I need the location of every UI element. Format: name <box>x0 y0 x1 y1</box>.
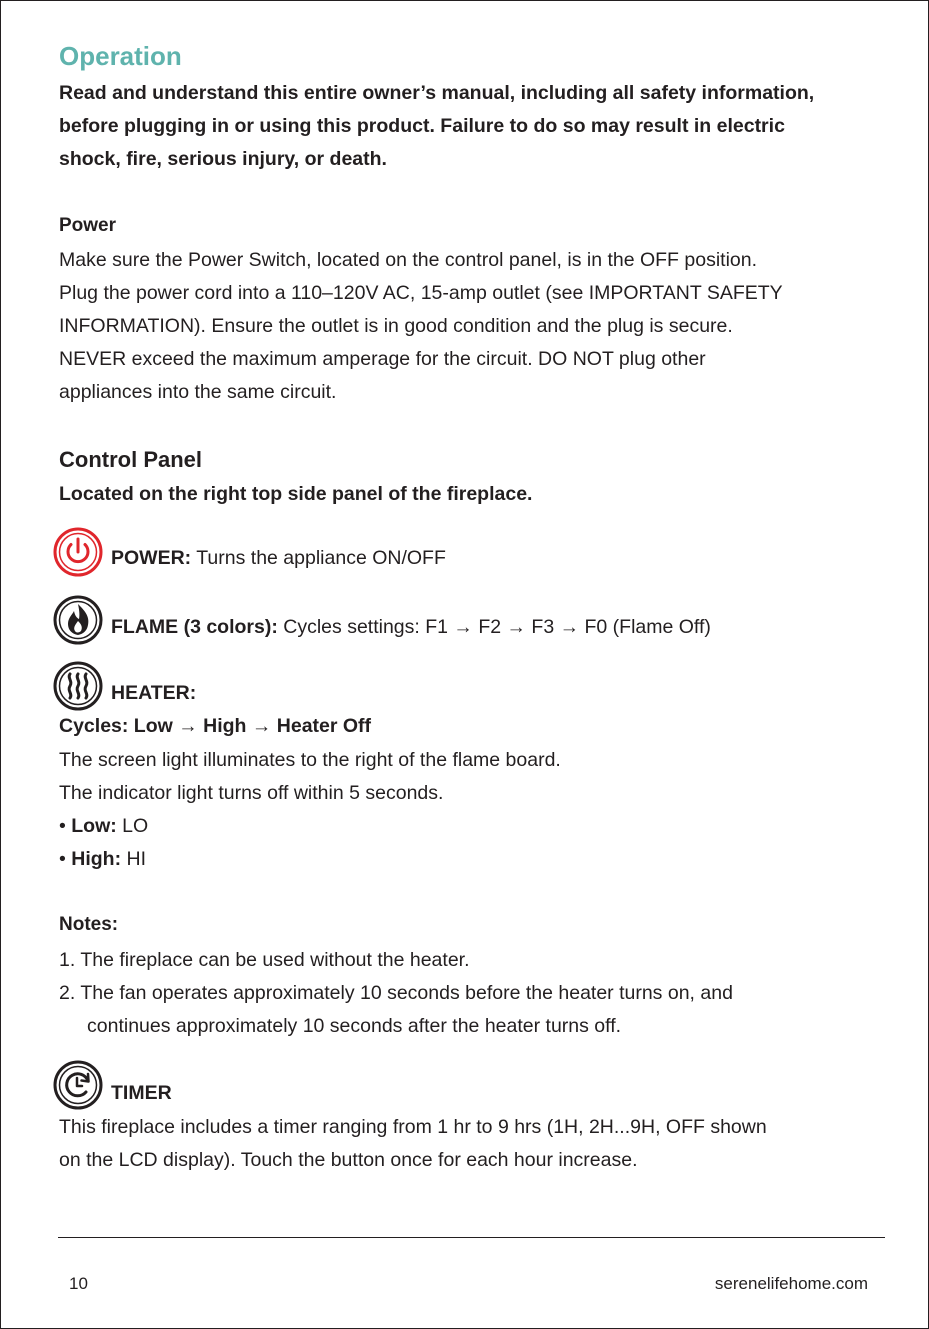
heater-line-1: The screen light illuminates to the right of the flame board. <box>59 749 561 771</box>
timer-line-2: on the LCD display). Touch the button once for each hour increase. <box>59 1149 638 1171</box>
power-label: POWER: <box>111 547 192 569</box>
low-label: Low: <box>71 815 117 837</box>
power-description <box>111 547 446 570</box>
bullet-dot: • <box>59 848 66 870</box>
power-desc: Turns the appliance ON/OFF <box>191 547 446 569</box>
timer-label: TIMER <box>111 1082 172 1104</box>
power-heading: Power <box>59 215 117 236</box>
power-line-5: appliances into the same circuit. <box>59 381 337 403</box>
heater-label: HEATER: <box>111 682 197 704</box>
high-bullet <box>59 848 146 871</box>
flame-description <box>111 616 711 639</box>
flame-icon <box>53 595 103 645</box>
heater-cycles: Cycles: Low → High → Heater Off <box>59 715 372 737</box>
power-icon <box>53 527 103 577</box>
footer-divider <box>58 1237 885 1238</box>
timer-line-1: This fireplace includes a timer ranging from 1 hr to 9 hrs (1H, 2H...9H, OFF shown <box>59 1116 767 1138</box>
note-2-continued: continues approximately 10 seconds after the heater turns off. <box>87 1015 622 1037</box>
page-number: 10 <box>69 1274 88 1293</box>
warning-line-2: before plugging in or using this product. Failure to do so may result in electric <box>59 115 785 137</box>
warning-line-1: Read and understand this entire owner’s manual, including all safety information, <box>59 82 815 104</box>
power-line-2: Plug the power cord into a 110–120V AC, 15-amp outlet (see IMPORTANT SAFETY <box>59 282 783 304</box>
high-label: High: <box>71 848 122 870</box>
heater-line-2: The indicator light turns off within 5 seconds. <box>59 782 444 804</box>
warning-line-3: shock, fire, serious injury, or death. <box>59 148 387 170</box>
heater-description <box>111 682 196 705</box>
control-panel-subheading: Located on the right top side panel of the fireplace. <box>59 483 533 505</box>
page-title: Operation <box>59 41 182 71</box>
timer-icon <box>53 1060 103 1110</box>
flame-label: FLAME (3 colors): <box>111 616 278 638</box>
control-panel-heading: Control Panel <box>59 447 203 472</box>
low-value: LO <box>116 815 149 837</box>
website-link[interactable]: serenelifehome.com <box>714 1274 868 1293</box>
heater-icon <box>53 661 103 711</box>
note-2: 2. The fan operates approximately 10 seconds before the heater turns on, and <box>59 982 733 1004</box>
bullet-dot: • <box>59 815 66 837</box>
power-line-3: INFORMATION). Ensure the outlet is in good condition and the plug is secure. <box>59 315 733 337</box>
power-line-1: Make sure the Power Switch, located on the control panel, is in the OFF position. <box>59 249 758 271</box>
high-value: HI <box>121 848 146 870</box>
note-1: 1. The fireplace can be used without the heater. <box>59 949 470 971</box>
notes-heading: Notes: <box>59 914 119 935</box>
flame-desc: Cycles settings: F1 → F2 → F3 → F0 (Flame Off) <box>277 616 711 638</box>
power-line-4: NEVER exceed the maximum amperage for the circuit. DO NOT plug other <box>59 348 706 370</box>
low-bullet <box>59 815 148 838</box>
